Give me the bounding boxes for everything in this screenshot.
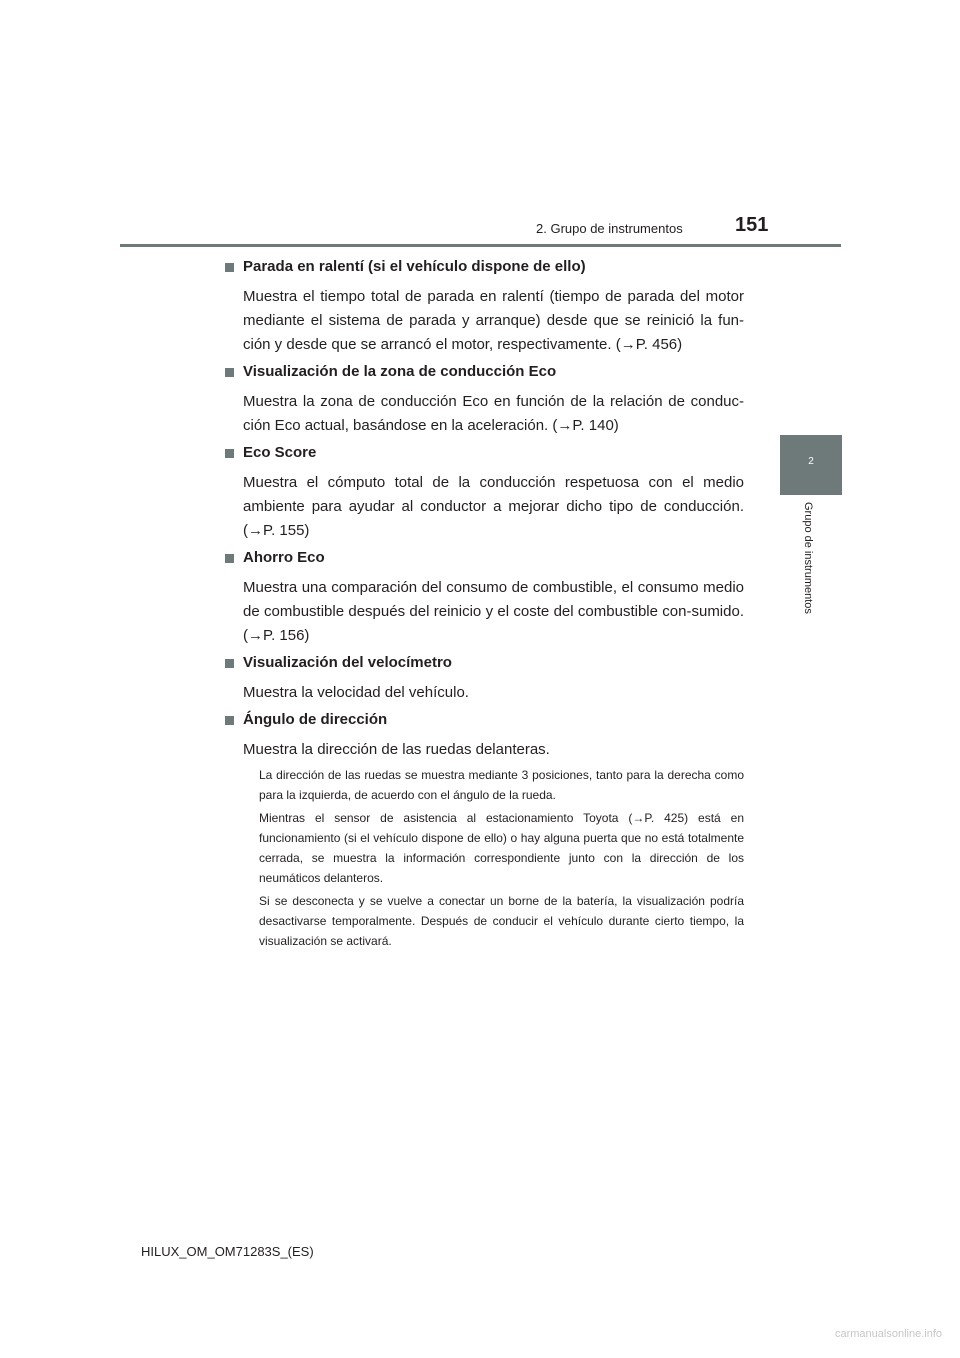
section-body: Muestra la zona de conducción Eco en función de la relación de conduc-ción Eco actual, basándose en la aceleración. (→P. 140): [243, 393, 744, 434]
square-bullet-icon: [225, 263, 234, 272]
header-divider: [120, 244, 841, 247]
section-item: [224, 652, 744, 705]
section-heading: [224, 652, 744, 674]
square-bullet-icon: [225, 659, 234, 668]
section-body: Muestra el cómputo total de la conducción respetuosa con el medio ambiente para ayudar al conductor a mejorar dicho tipo de conducción. (→P. 155): [243, 474, 744, 539]
chapter-tab: [780, 435, 842, 495]
section-body: Muestra la velocidad del vehículo.: [243, 684, 469, 701]
section-item: [224, 361, 744, 438]
section-heading-text: Ahorro Eco: [243, 549, 325, 566]
chapter-tab-number: 2: [808, 456, 814, 467]
section-item: [224, 547, 744, 648]
section-item: [224, 256, 744, 357]
section-heading-text: Parada en ralentí (si el vehículo dispone de ello): [243, 258, 586, 275]
square-bullet-icon: [225, 716, 234, 725]
section-item: [224, 709, 744, 762]
chapter-side-label-text: Grupo de instrumentos: [802, 502, 814, 614]
note-paragraph: Mientras el sensor de asistencia al estacionamiento Toyota (→P. 425) está en funcionamiento (si el vehículo dispone de ello) o hay alguna puerta que no está totalmente cerrada, se muestra la información correspondiente junto con la dirección de los neumáticos delanteros.: [259, 811, 744, 885]
section-heading-text: Eco Score: [243, 444, 317, 461]
document-code: HILUX_OM_OM71283S_(ES): [141, 1244, 314, 1259]
square-bullet-icon: [225, 449, 234, 458]
section-body: Muestra una comparación del consumo de combustible, el consumo medio de combustible después del reinicio y el coste del combustible con-sumido. (→P. 156): [243, 579, 744, 644]
section-heading-text: Visualización de la zona de conducción Eco: [243, 363, 557, 380]
section-body: Muestra la dirección de las ruedas delanteras.: [243, 741, 550, 758]
square-bullet-icon: [225, 368, 234, 377]
running-header-section: 2. Grupo de instrumentos: [536, 221, 683, 236]
square-bullet-icon: [225, 554, 234, 563]
section-heading: [224, 361, 744, 383]
section-item: [224, 442, 744, 543]
section-heading: [224, 256, 744, 278]
page-number: 151: [735, 214, 769, 236]
page-content: [224, 252, 744, 951]
section-heading-text: Ángulo de dirección: [243, 711, 388, 728]
chapter-side-label: [800, 502, 820, 638]
note-paragraph: La dirección de las ruedas se muestra mediante 3 posiciones, tanto para la derecha como para la izquierda, de acuerdo con el ángulo de la rueda.: [259, 768, 744, 802]
site-watermark: carmanualsonline.info: [834, 1328, 942, 1340]
section-heading: [224, 547, 744, 569]
note-paragraph: Si se desconecta y se vuelve a conectar un borne de la batería, la visualización podría desactivarse temporalmente. Después de conducir el vehículo durante cierto tiempo, la visualización se activará.: [259, 894, 744, 948]
section-heading: [224, 709, 744, 731]
section-heading-text: Visualización del velocímetro: [243, 654, 452, 671]
section-heading: [224, 442, 744, 464]
section-body: Muestra el tiempo total de parada en ralentí (tiempo de parada del motor mediante el sistema de parada y arranque) desde que se reinició la fun-ción y desde que se arrancó el motor, respectivamente. (→P. 456): [243, 288, 744, 353]
